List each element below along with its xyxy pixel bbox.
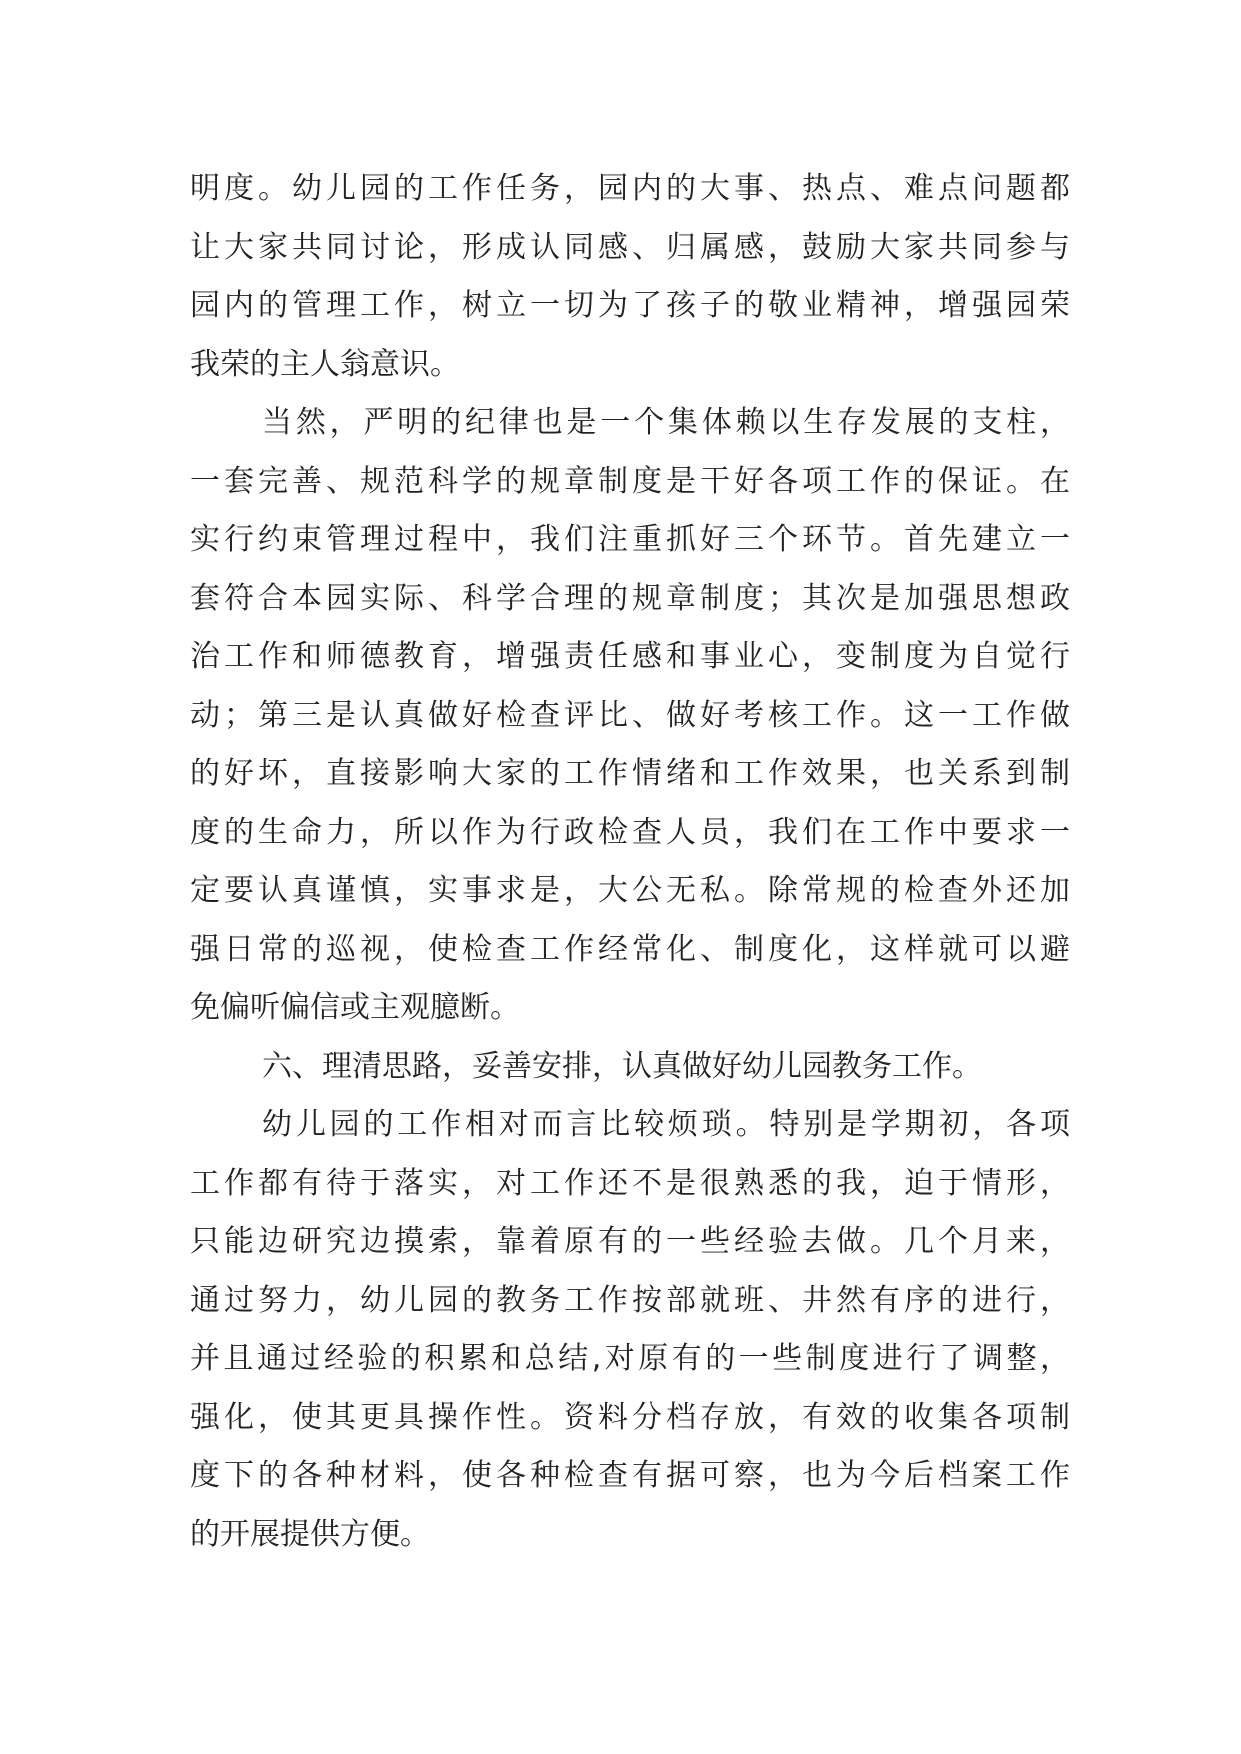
paragraph-4-line: 只能边研究边摸索，靠着原有的一些经验去做。几个月来， (190, 1224, 1070, 1259)
paragraph-4-line: 通过努力，幼儿园的教务工作按部就班、井然有序的进行， (190, 1282, 1070, 1318)
paragraph-2-line: 动；第三是认真做好检查评比、做好考核工作。这一工作做 (190, 697, 1070, 733)
paragraph-2-line: 度的生命力，所以作为行政检查人员，我们在工作中要求一 (190, 814, 1070, 850)
paragraph-4-line: 的开展提供方便。 (190, 1516, 430, 1552)
paragraph-2-line: 强日常的巡视，使检查工作经常化、制度化，这样就可以避 (190, 931, 1070, 967)
paragraph-2-line: 定要认真谨慎，实事求是，大公无私。除常规的检查外还加 (190, 873, 1070, 908)
document-body (190, 160, 1070, 1564)
paragraph-1-line: 园内的管理工作，树立一切为了孩子的敬业精神，增强园荣 (190, 288, 1070, 323)
paragraph-2-line: 套符合本园实际、科学合理的规章制度；其次是加强思想政 (190, 580, 1070, 616)
paragraph-1-line: 明度。幼儿园的工作任务，园内的大事、热点、难点问题都 (190, 171, 1070, 206)
paragraph-4-line: 度下的各种材料，使各种检查有据可察，也为今后档案工作 (190, 1458, 1070, 1493)
paragraph-4-line: 幼儿园的工作相对而言比较烦琐。特别是学期初，各项 (262, 1107, 1070, 1142)
paragraph-4-line: 工作都有待于落实，对工作还不是很熟悉的我，迫于情形， (190, 1165, 1070, 1201)
paragraph-2-line: 治工作和师德教育，增强责任感和事业心，变制度为自觉行 (190, 639, 1070, 674)
paragraph-2-line: 免偏听偏信或主观臆断。 (190, 990, 520, 1025)
paragraph-1-line: 我荣的主人翁意识。 (190, 346, 460, 382)
paragraph-3-line: 六、理清思路，妥善安排，认真做好幼儿园教务工作。 (262, 1048, 982, 1084)
paragraph-4-line: 并且通过经验的积累和总结,对原有的一些制度进行了调整， (190, 1341, 1070, 1376)
paragraph-1-line: 让大家共同讨论，形成认同感、归属感，鼓励大家共同参与 (190, 229, 1070, 265)
paragraph-2-line: 实行约束管理过程中，我们注重抓好三个环节。首先建立一 (190, 522, 1070, 557)
paragraph-4-line: 强化，使其更具操作性。资料分档存放，有效的收集各项制 (190, 1399, 1070, 1435)
paragraph-2-line: 当然，严明的纪律也是一个集体赖以生存发展的支柱， (262, 405, 1070, 440)
paragraph-2-line: 的好坏，直接影响大家的工作情绪和工作效果，也关系到制 (190, 756, 1070, 791)
paragraph-2-line: 一套完善、规范科学的规章制度是干好各项工作的保证。在 (190, 463, 1070, 499)
